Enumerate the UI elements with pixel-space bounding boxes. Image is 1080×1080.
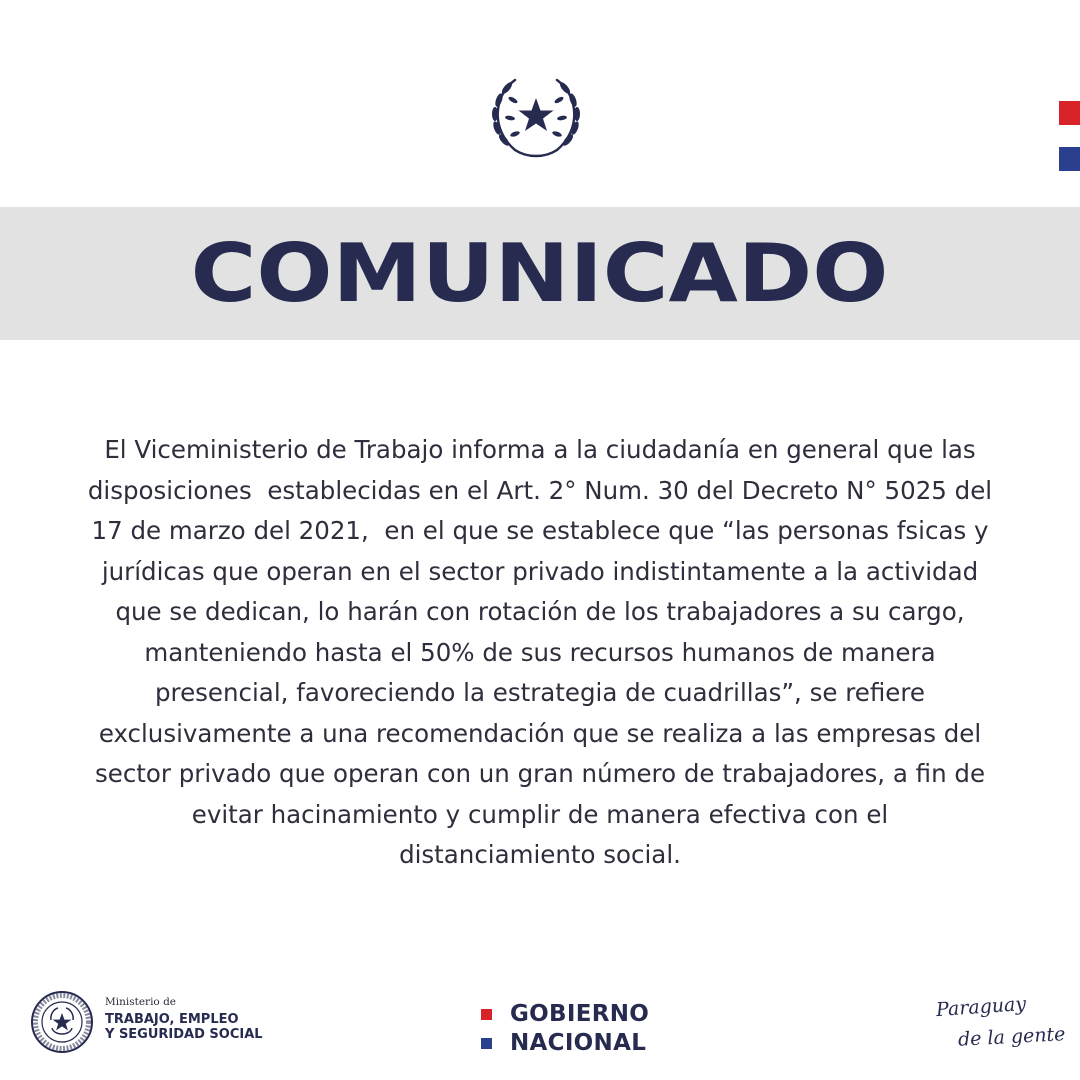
gobierno-line-2: NACIONAL (510, 1030, 647, 1056)
slogan-line-2: de la gente (957, 1023, 1066, 1051)
body-line: manteniendo hasta el 50% de sus recursos humanos de manera (144, 637, 936, 667)
ministry-prefix: Ministerio de (105, 996, 177, 1008)
body-line: sector privado que operan con un gran número de trabajadores, a fin de (94, 759, 986, 788)
slogan-line-1: Paraguay (935, 992, 1027, 1022)
wreath-star-emblem-icon (485, 68, 587, 164)
ministry-line-1: TRABAJO, EMPLEO (105, 1011, 239, 1027)
body-line: distanciamiento social. (399, 840, 681, 869)
flag-blue-square (1059, 147, 1080, 171)
page-title: COMUNICADO (191, 227, 889, 320)
gobierno-nacional-logo (481, 1001, 649, 1056)
body-line: que se dedican, lo harán con rotación de los trabajadores a su cargo, (115, 597, 965, 626)
body-line: exclusivamente a una recomendación que se realiza a las empresas del (98, 718, 982, 748)
red-square-icon (481, 1009, 492, 1020)
paraguay-de-la-gente-logo (930, 992, 1070, 1058)
body-line: disposiciones establecidas en el Art. 2° Num. 30 del Decreto N° 5025 del (87, 475, 993, 505)
body-line: El Viceministerio de Trabajo informa a la ciudadanía en general que las (104, 435, 976, 464)
body-line: presencial, favoreciendo la estrategia de cuadrillas”, se refiere (155, 678, 925, 707)
announcement-body (40, 430, 1040, 876)
body-line: evitar hacinamiento y cumplir de manera efectiva con el (191, 799, 889, 829)
body-line: 17 de marzo del 2021, en el que se establece que “las personas fsicas y (91, 516, 989, 545)
national-seal-icon (30, 990, 94, 1054)
ministry-logo (30, 990, 290, 1056)
ministry-line-2: Y SEGURIDAD SOCIAL (105, 1026, 263, 1042)
blue-square-icon (481, 1038, 492, 1049)
gobierno-line-1: GOBIERNO (510, 1001, 650, 1027)
body-line: jurídicas que operan en el sector privado indistintamente a la actividad (101, 556, 979, 586)
ministry-name (105, 997, 263, 1042)
flag-red-square (1059, 101, 1080, 125)
title-banner (0, 207, 1080, 340)
